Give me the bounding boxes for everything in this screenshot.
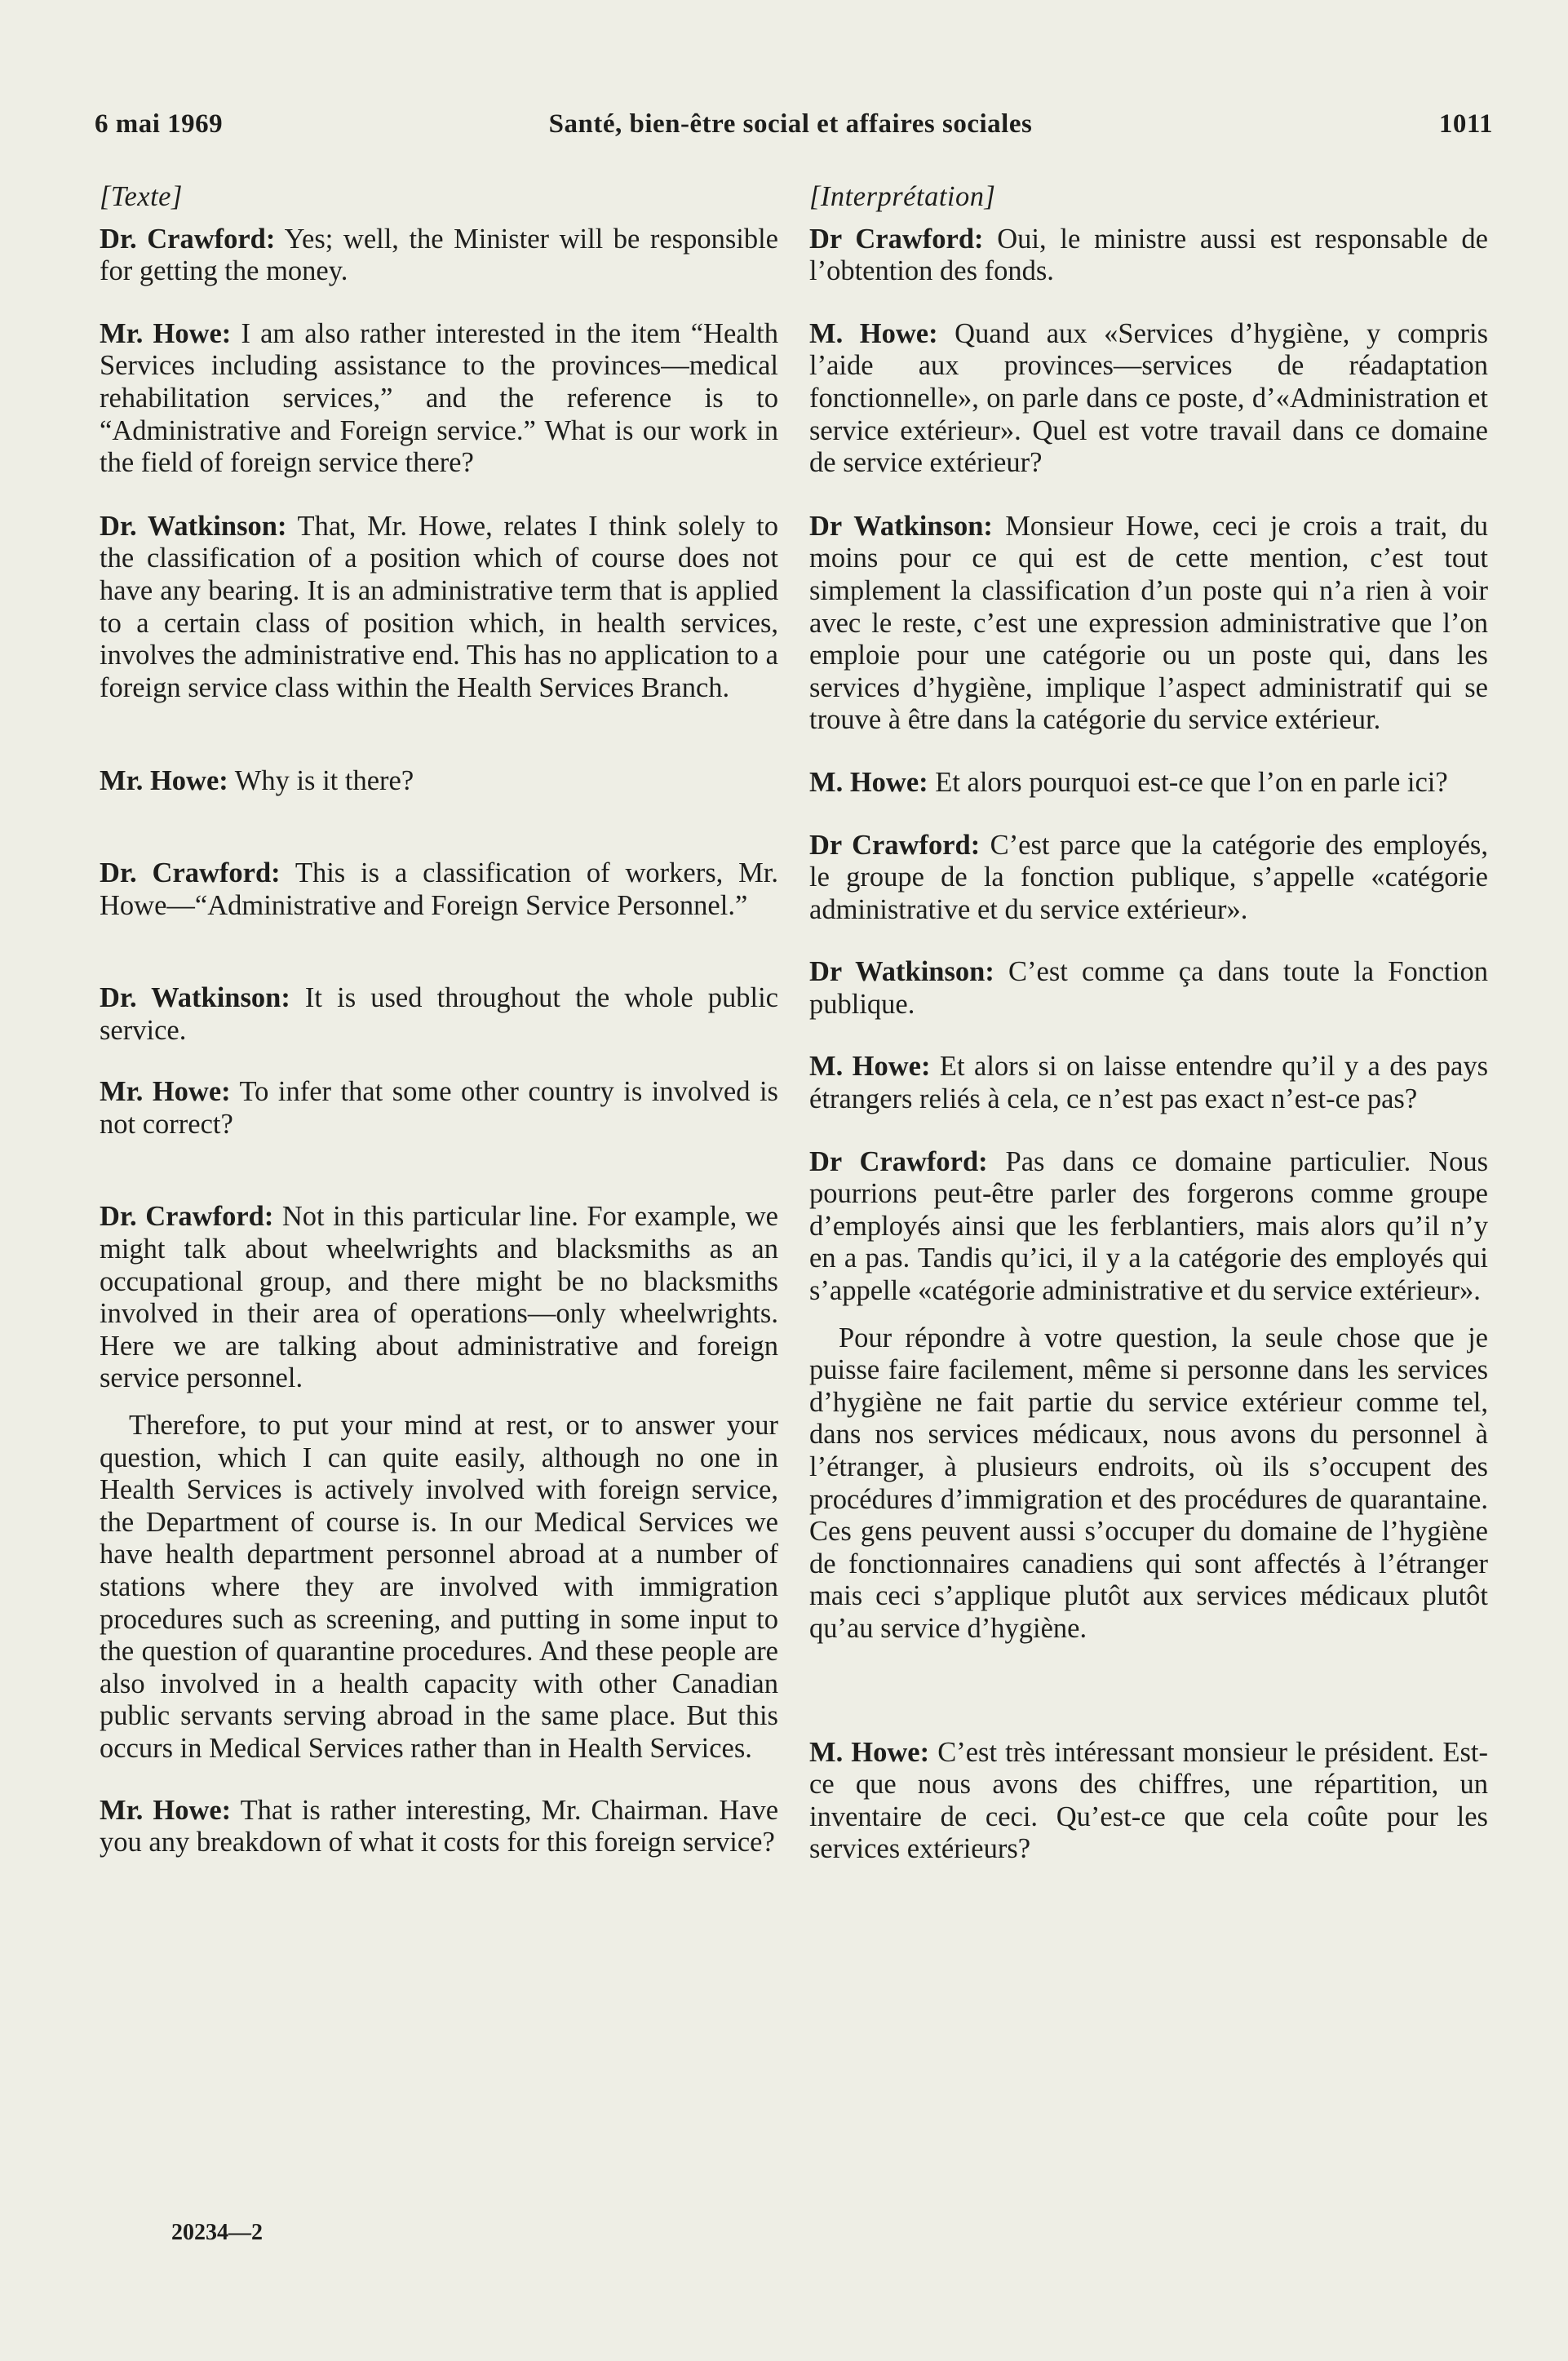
paragraph	[809, 1322, 1488, 1646]
paragraph-text: That, Mr. Howe, relates I think solely to the classification of a position which of course does not have any bearing. It is an administrative term that is applied to a certain class of position which, in health services, involves the administrative end. This has no application to a foreign service class within the Health Services Branch.	[100, 510, 778, 703]
section-label-texte: [Texte]	[100, 181, 183, 212]
speaker: Dr Watkinson:	[809, 510, 993, 542]
paragraph-text: Quand aux «Services d’hygiène, y compris l’aide aux provinces—services de réadaptation fonctionnelle», on parle dans ce poste, d’«Administration et service extérieur». Quel est votre travail dans ce domaine de service extérieur?	[809, 317, 1488, 479]
speaker: Mr. Howe:	[100, 1794, 232, 1826]
paragraph-text: Oui, le ministre aussi est responsable de l’obtention des fonds.	[809, 223, 1488, 287]
paragraph-text: Pour répondre à votre question, la seule chose que je puisse faire facilement, même si personne dans les services d’hygiène ne fait partie du service extérieur comme tel, dans nos services médicaux, nous avons du personnel à l’étranger, à plusieurs endroits, où ils s’occupent des procédures d’immigration et des procédures de quarantaine. Ces gens peuvent aussi s’occuper du domaine de l’hygiène de fonctionnaires canadiens qui sont affectés à l’étranger mais ceci s’applique plutôt aux services médicaux plutôt qu’au service d’hygiène.	[809, 1322, 1488, 1644]
header-date: 6 mai 1969	[95, 109, 224, 139]
paragraph-text: Therefore, to put your mind at rest, or to answer your question, which I can quite easily, although no one in Health Services is actively involved with foreign service, the Department of course is. In our Medical Services we have health department personnel abroad at a number of stations where they are involved with immigration procedures such as screening, and putting in some input to the question of quarantine procedures. And these people are also involved in a health capacity with other Canadian public servants serving abroad in the same place. But this occurs in Medical Services rather than in Health Services.	[100, 1410, 778, 1764]
speaker: M. Howe:	[809, 317, 938, 349]
signature-mark: 20234—2	[171, 2220, 263, 2245]
paragraph-text: C’est très intéressant monsieur le président. Est-ce que nous avons des chiffres, une répartition, un inventaire de ceci. Qu’est-ce que cela coûte pour les services extérieurs?	[809, 1736, 1488, 1865]
paragraph	[809, 318, 1488, 480]
paragraph-text: Why is it there?	[228, 765, 414, 797]
paragraph-text: This is a classification of workers, Mr. Howe—“Administrative and Foreign Service Personnel.”	[100, 857, 778, 921]
paragraph	[809, 830, 1488, 927]
paragraph	[100, 511, 778, 705]
header-title: Santé, bien-être social et affaires sociales	[548, 109, 1033, 139]
paragraph	[100, 1076, 778, 1141]
speaker: Dr. Crawford:	[100, 223, 276, 255]
paragraph	[100, 1201, 778, 1395]
paragraph-text: I am also rather interested in the item “Health Services including assistance to the provinces—medical rehabilitation services,” and the reference is to “Administrative and Foreign service.” What is our work in the field of foreign service there?	[100, 317, 778, 479]
paragraph-text: To infer that some other country is involved is not correct?	[100, 1076, 778, 1140]
speaker: Mr. Howe:	[100, 317, 232, 349]
paragraph-text: Pas dans ce domaine particulier. Nous pourrions peut-être parler des forgerons comme groupe d’employés ainsi que les ferblantiers, mais alors qu’il n’y en a pas. Tandis qu’ici, il y a la catégorie des employés qui s’appelle «catégorie administrative et du service extérieur».	[809, 1145, 1488, 1307]
paragraph	[809, 1146, 1488, 1308]
speaker: M. Howe:	[809, 1051, 931, 1083]
paragraph	[809, 1737, 1488, 1866]
paragraph-text: That is rather interesting, Mr. Chairman. Have you any breakdown of what it costs for this foreign service?	[100, 1794, 779, 1858]
paragraph	[809, 511, 1488, 737]
paragraph-text: Et alors si on laisse entendre qu’il y a des pays étrangers reliés à cela, ce n’est pas exact n’est-ce pas?	[809, 1051, 1489, 1115]
speaker: Dr Crawford:	[809, 829, 981, 861]
left-column-english	[100, 181, 778, 1859]
section-label-interpretation: [Interprétation]	[809, 181, 996, 212]
speaker: Dr Crawford:	[809, 1145, 988, 1177]
paragraph-text: C’est parce que la catégorie des employés, le groupe de la fonction publique, s’appelle «catégorie administrative et du service extérieur».	[809, 829, 1488, 925]
paragraph	[100, 857, 778, 922]
paragraph	[100, 1410, 778, 1765]
paragraph-text: C’est comme ça dans toute la Fonction publique.	[809, 956, 1488, 1020]
speaker: Mr. Howe:	[100, 1076, 231, 1108]
speaker: Dr. Watkinson:	[100, 982, 290, 1014]
paragraph-text: Yes; well, the Minister will be responsible for getting the money.	[100, 223, 778, 287]
paragraph	[809, 767, 1488, 800]
speaker: Dr Watkinson:	[809, 956, 994, 988]
right-column-french	[809, 181, 1488, 1866]
paragraph	[100, 765, 778, 798]
page-header	[88, 109, 1493, 150]
paragraph	[100, 224, 778, 288]
speaker: Dr. Crawford:	[100, 857, 281, 888]
paragraph	[100, 318, 778, 480]
paragraph-text: Et alors pourquoi est-ce que l’on en parle ici?	[928, 766, 1448, 798]
paragraph	[809, 224, 1488, 288]
speaker: M. Howe:	[809, 1736, 930, 1768]
paragraph	[809, 1051, 1488, 1115]
paragraph-text: It is used throughout the whole public service.	[100, 982, 778, 1046]
speaker: Dr. Crawford:	[100, 1201, 274, 1233]
header-page-number: 1011	[1438, 109, 1493, 139]
paragraph	[100, 982, 778, 1047]
speaker: Dr. Watkinson:	[100, 510, 287, 542]
speaker: Mr. Howe:	[100, 765, 228, 797]
speaker: Dr Crawford:	[809, 223, 984, 255]
paragraph	[100, 1795, 778, 1859]
paragraph-text: Monsieur Howe, ceci je crois a trait, du moins pour ce qui est de cette mention, c’est tout simplement la classification d’un poste qui n’a rien à voir avec le reste, c’est une expression administrative que l’on emploie pour une catégorie ou un poste qui, dans les services d’hygiène, implique l’aspect administratif qui se trouve à être dans la catégorie du service extérieur.	[809, 510, 1488, 736]
speaker: M. Howe:	[809, 766, 928, 798]
paragraph	[809, 956, 1488, 1021]
paragraph-text: Not in this particular line. For example, we might talk about wheelwrights and blacksmiths as an occupational group, and there might be no blacksmiths involved in their area of operations—only wheelwrights. Here we are talking about administrative and foreign service personnel.	[100, 1201, 778, 1394]
